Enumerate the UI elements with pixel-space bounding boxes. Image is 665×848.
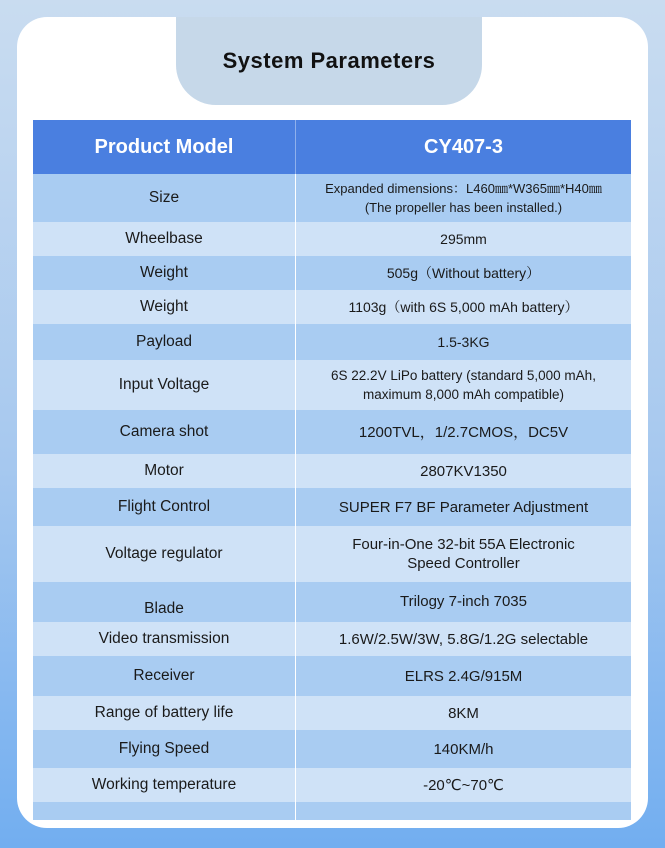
spec-table: [33, 120, 631, 820]
row-value: 2807KV1350: [420, 462, 507, 480]
table-row: [33, 768, 631, 802]
row-value: 1.6W/2.5W/3W, 5.8G/1.2G selectable: [338, 630, 589, 648]
row-label: Voltage regulator: [33, 526, 296, 582]
row-value: 1.5-3KG: [437, 333, 490, 350]
row-value: 295mm: [440, 230, 487, 247]
row-value: 1103g（with 6S 5,000 mAh battery）: [348, 298, 579, 315]
row-value: Expanded dimensions：L460㎜*W365㎜*H40㎜ (The propeller has been installed.): [325, 181, 602, 215]
row-label: Camera shot: [33, 410, 296, 454]
row-label: Range of battery life: [33, 696, 296, 730]
row-value: SUPER F7 BF Parameter Adjustment: [338, 498, 589, 516]
table-spacer-row: [33, 802, 631, 820]
row-label: Motor: [33, 454, 296, 488]
table-row: [33, 582, 631, 622]
row-value: -20℃~70℃: [423, 776, 504, 794]
row-value: 8KM: [448, 704, 479, 722]
page-title: System Parameters: [222, 48, 436, 73]
table-row: [33, 488, 631, 526]
table-header-row: [33, 120, 631, 174]
row-label: Flying Speed: [33, 730, 296, 768]
table-row: [33, 730, 631, 768]
title-tab: [176, 17, 482, 105]
table-row: [33, 324, 631, 360]
row-value: ELRS 2.4G/915M: [404, 667, 523, 685]
row-value: Four-in-One 32-bit 55A Electronic Speed Controller: [352, 536, 575, 572]
row-label: Flight Control: [33, 488, 296, 526]
table-row: [33, 256, 631, 290]
table-row: [33, 454, 631, 488]
table-row: [33, 656, 631, 696]
table-row: [33, 222, 631, 256]
table-row: [33, 174, 631, 222]
table-row: [33, 622, 631, 656]
row-label: Video transmission: [33, 622, 296, 656]
row-label: Blade: [33, 582, 296, 622]
row-label: Weight: [33, 256, 296, 290]
row-label: Wheelbase: [33, 222, 296, 256]
row-label: Weight: [33, 290, 296, 324]
row-label: Receiver: [33, 656, 296, 696]
row-label: Size: [33, 174, 296, 222]
table-row: [33, 696, 631, 730]
header-value: CY407-3: [424, 135, 503, 158]
table-row: [33, 410, 631, 454]
row-label: Payload: [33, 324, 296, 360]
row-label: Input Voltage: [33, 360, 296, 410]
row-value: 505g（Without battery）: [386, 264, 541, 281]
row-value: 140KM/h: [433, 740, 494, 758]
header-label: Product Model: [33, 120, 296, 174]
row-value: 6S 22.2V LiPo battery (standard 5,000 mAh, maximum 8,000 mAh compatible): [331, 368, 596, 402]
table-row: [33, 526, 631, 582]
table-row: [33, 360, 631, 410]
row-value: Trilogy 7-inch 7035: [399, 593, 527, 610]
spacer-cell: [296, 802, 631, 820]
row-value: 1200TVL，1/2.7CMOS，DC5V: [358, 423, 569, 441]
table-row: [33, 290, 631, 324]
spacer-cell: [33, 802, 296, 820]
row-label: Working temperature: [33, 768, 296, 802]
